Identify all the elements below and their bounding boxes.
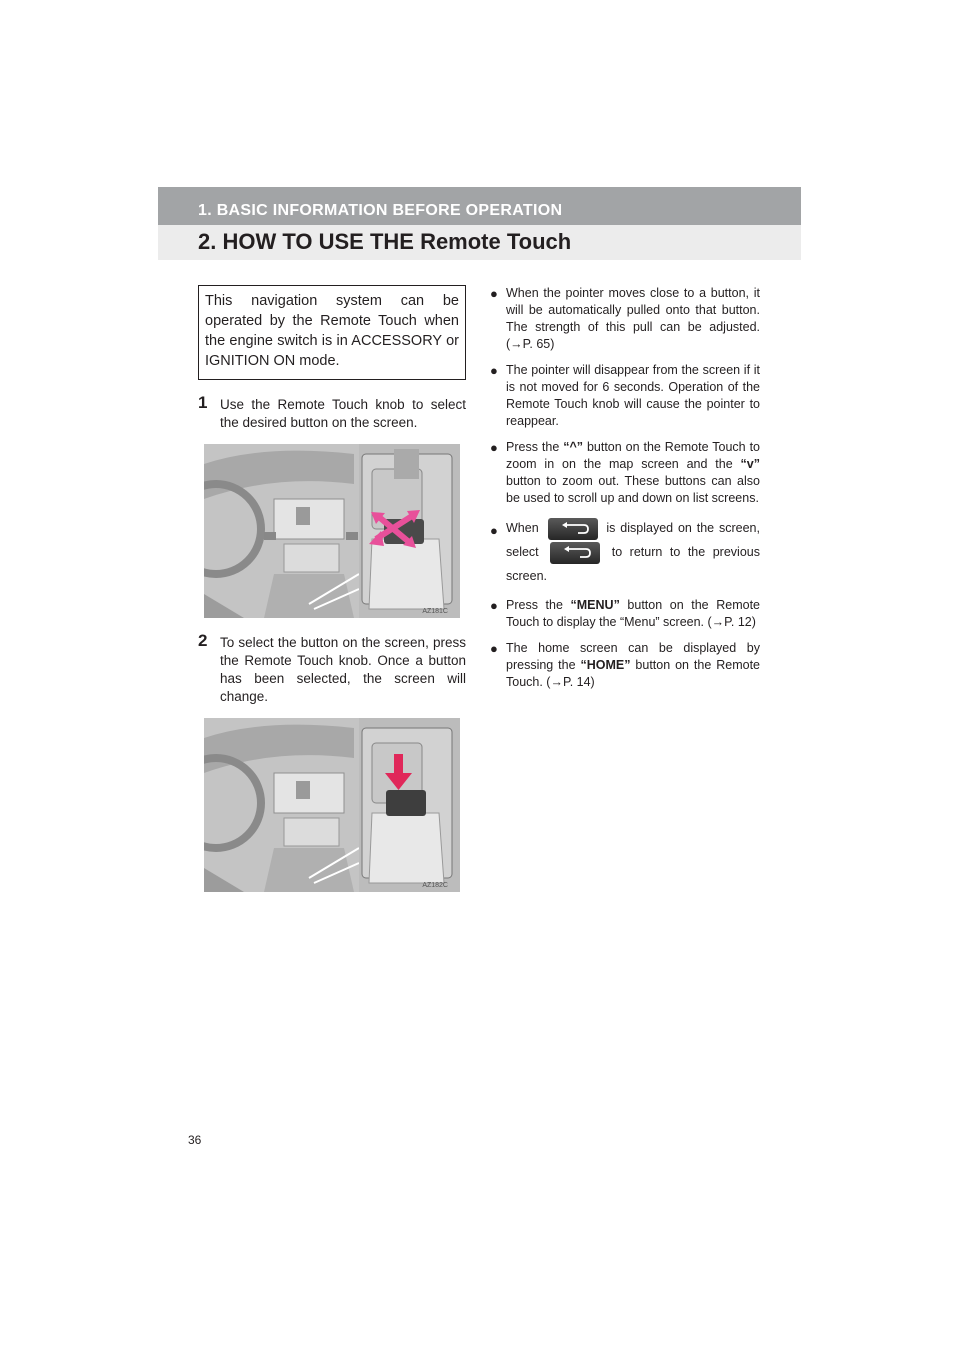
bullet-text: The home screen can be displayed by pressing the [506,641,760,672]
bullet-text: button on the Remote Touch. (→P. 14) [506,658,760,689]
figure-remote-touch-move [204,444,460,618]
page-number: 36 [188,1133,202,1147]
bullet-item [490,439,760,507]
step-2 [198,631,466,706]
bullet-dot-icon: ● [490,440,498,455]
home-button-ref: “HOME” [580,658,631,672]
bullet-text: Press the [506,598,571,612]
page-title-band [158,225,801,260]
bullet-text: When the pointer moves close to a button, it will be automatically pulled onto that button. The strength of this pull can be adjusted. (→P. 65) [506,286,760,351]
step-number: 2 [198,631,208,650]
left-column [198,285,466,892]
bullet-text: button on the Remote Touch to zoom in on the map screen and the [506,440,760,471]
step-1 [198,393,466,432]
bullet-text: button to zoom out. These buttons can also be used to scroll up and down on list screens. [506,474,760,505]
bullet-dot-icon: ● [490,286,498,301]
bullet-dot-icon: ● [490,598,498,613]
section-header-band [158,187,801,225]
section-title: 1. BASIC INFORMATION BEFORE OPERATION [198,202,563,219]
step-text: Use the Remote Touch knob to select the desired button on the screen. [220,397,466,430]
back-button-icon [548,518,598,540]
step-text: To select the button on the screen, press the Remote Touch knob. Once a button has been selected, the screen will change. [220,635,466,704]
move-arrows-icon [204,444,460,618]
page-title: 2. HOW TO USE THE Remote Touch [198,229,572,254]
bullet-item [490,597,760,631]
zoom-out-button-ref: “v” [740,457,760,471]
bullet-text: When [506,521,539,535]
press-down-arrow-icon [204,718,460,892]
bullet-text: button on the Remote Touch to display the “Menu” screen. (→P. 12) [506,598,760,629]
right-column [490,285,760,700]
bullet-item [490,516,760,588]
bullet-text: Press the [506,440,564,454]
bullet-text: is displayed on the screen, select [506,521,760,559]
zoom-in-button-ref: “^” [563,440,584,454]
bullet-item [490,362,760,430]
bullet-dot-icon: ● [490,641,498,656]
bullet-dot-icon: ● [490,363,498,378]
step-number: 1 [198,393,208,412]
figure-code: AZ182C [422,882,448,889]
menu-button-ref: “MENU” [570,598,620,612]
bullet-item [490,285,760,353]
intro-note-box: This navigation system can be operated by the Remote Touch when the engine switch is in ACCESSORY or IGNITION ON mode. [198,285,466,380]
bullet-item [490,640,760,691]
figure-remote-touch-press [204,718,460,892]
back-button-icon [550,542,600,564]
bullet-dot-icon: ● [490,523,498,538]
bullet-text: to return to the previous screen. [506,545,760,583]
bullet-text: The pointer will disappear from the screen if it is not moved for 6 seconds. Operation of the Remote Touch knob will cause the pointer to reappear. [506,363,760,428]
figure-code: AZ181C [422,608,448,615]
